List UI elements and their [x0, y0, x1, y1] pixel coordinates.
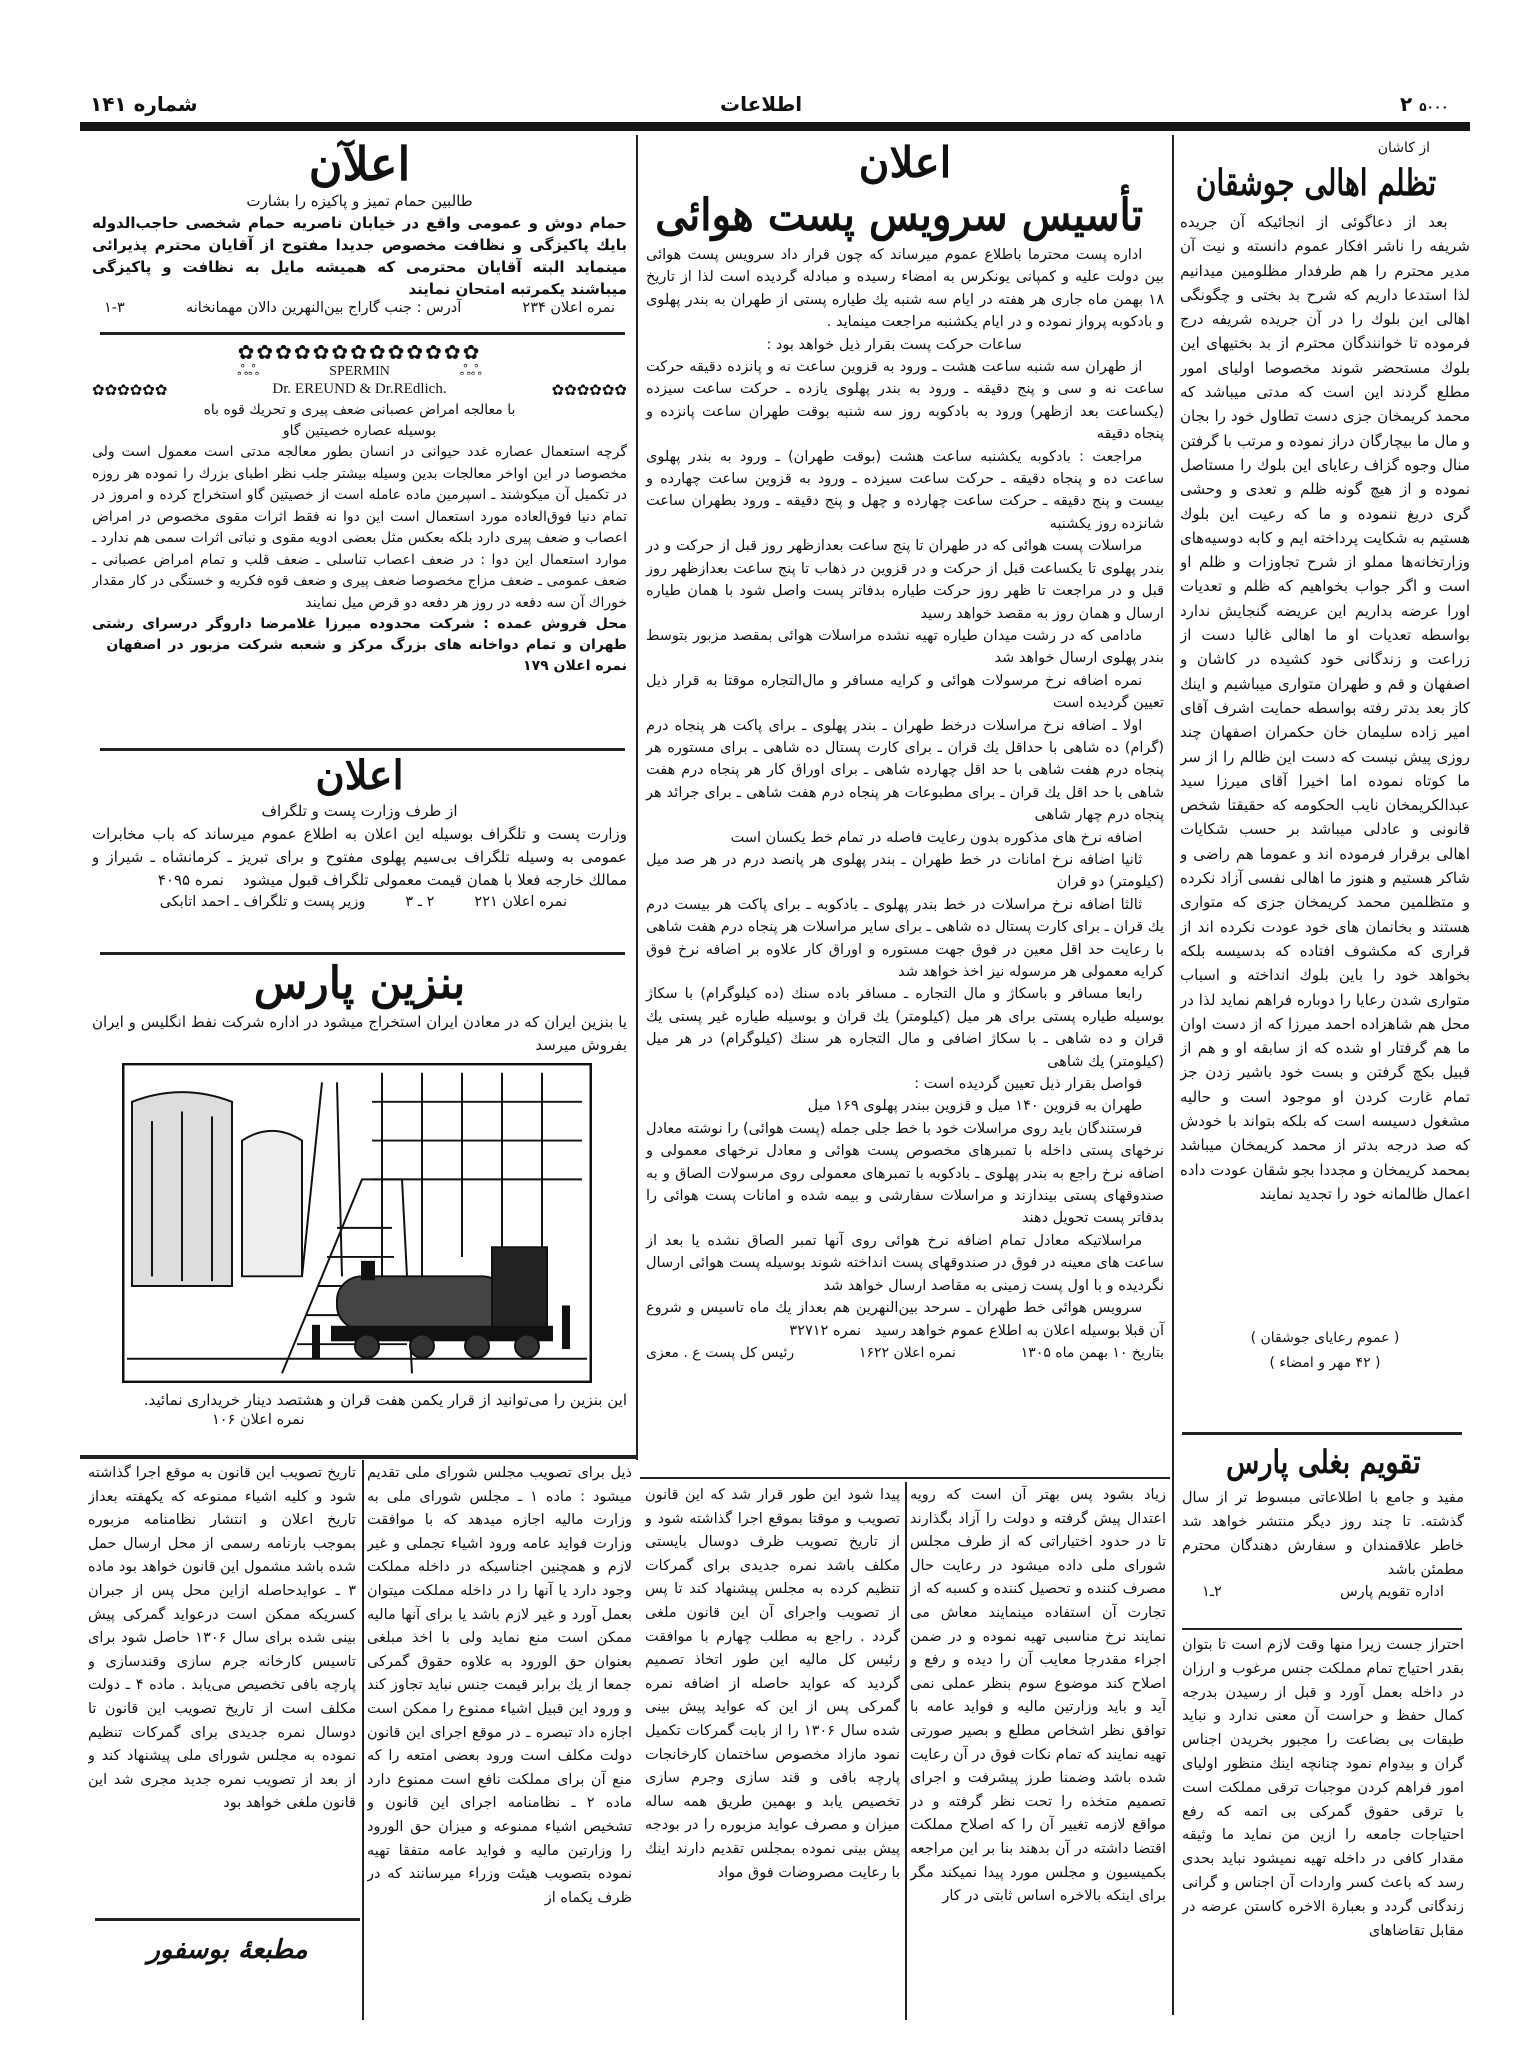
divider	[1182, 1628, 1462, 1630]
header-rule	[80, 122, 1470, 131]
telegraph-ad	[92, 753, 627, 948]
stars-ornament: ✿✿✿✿✿✿✿✿✿✿✿✿✿	[237, 340, 482, 364]
divider	[80, 1455, 636, 1459]
ad-body	[92, 823, 627, 892]
paragraph: ساعات حرکت پست بقرار ذیل خواهد بود :	[766, 336, 1022, 353]
ad-number: نمره اعلان ۱۶۲۲	[859, 1344, 956, 1361]
ad-footer	[92, 1412, 627, 1428]
ad-subtitle: از طرف وزارت پست و تلگراف	[261, 802, 458, 820]
doctors-line	[92, 381, 627, 400]
ad-title: اعلان	[315, 752, 404, 799]
bath-ad	[92, 138, 627, 330]
ad-body-text: وزارت پست و تلگراف بوسیله این اعلان به اطلاع عموم میرساند که باب مخابرات عمومی به وسیله تلگراف بی‌سیم پهلوی مفتوح و برای تبریز ـ کرمانشاه ـ شیراز و ممالك خارجه فعلا با همان قیمت معمولی تلگراف قبول میشود	[92, 825, 627, 889]
ad-footer	[1182, 1582, 1464, 1602]
customs-law-text: زیاد بشود پس بهتر آن است که رویه اعتدال پیش گرفته و دولت را آزاد بگذارند تا در حدود اختیاراتی که از طرف مجلس شورای ملی داده میشود در رعایت حال مصرف کننده و تحصیل کننده و کسبه که از تجارت آن استفاده مینمایند معاش می نمایند نرخ مناسبی تهیه نموده و در ضمن اجراء مقدرجا معایب آن را دیده و رفع و اصلاح کند موضوع سوم بنظر عملی نمی آید و باید وزارتین مالیه و فواید عامه با توافق نظر اشخاص مطلع و بصیر صورتی تهیه نمایند که تمام نکات فوق در آن رعایت شده باشد وضمنا طرز پیشرفت و اجرای تصمیم متخذه را تحت نظر گرفته و در مواقع لازمه تغییر آن را که اصلاح مملکت اقتضا داشته در آن بدهند بنا بر این مراجعه بکمیسیون و مجلس مورد پیدا نمیکند مگر برای اینکه بالاخره اساس ثابتی در کار	[910, 1487, 1166, 1905]
stars-ornament: ✿✿✿✿✿✿	[551, 383, 627, 399]
customs-law-text: ذیل برای تصویب مجلس شورای ملی تقدیم میشود : ماده ۱ ـ مجلس شورای ملی به وزارت مالیه اجازه میدهد که با موافقت وزارت فواید عامه ورود اشیاء تجملی و غیر لازم و همچنین اجناسیکه در داخله مملکت وجود دارد یا آنها را در داخله مملکت میتوان بعمل آورد و غیر لازم باشد یا برای آنها مالیه ممکن است منع نماید ولی با اخذ مبلغی بعنوان حق الورود به علاوه حقوق گمرکی جمعا از یك برابر قیمت جنس نباید تجاوز کند و ورود این قبیل اشیاء ممنوع را ممکن است اجازه داد تبصره ـ در موقع اجرای این قانون دولت مکلف است ورود بعضی امتعه را که منع آن برای مملکت نافع است ممنوع دارد ماده ۲ ـ نظامنامه اجرای این قانون و تشخیص اشیاء ممنوعه و میزان حق الورود را وزارتین مالیه و فواید عامه متفقا تهیه نموده بتصویب هیئت وزراء میرسانند که در ظرف یکماه از	[367, 1465, 632, 1906]
ad-ref: نمره ۴۰۹۵	[157, 871, 224, 889]
ad-line: بوسیله عصاره خصیتین گاو	[282, 423, 437, 439]
ad-title: تقویم بغلی پارس	[1225, 1443, 1421, 1481]
oil-refinery-illustration	[122, 1063, 592, 1383]
article-kicker: از کاشان	[1377, 140, 1430, 156]
date-mark: ۵۰۰۰	[1419, 100, 1449, 114]
ad-body: حمام دوش و عمومی واقع در خیابان ناصریه حمام شخصی حاجب‌الدوله بایك پاکیزگی و نظافت مخصوص جدیدا مفتوح از آقایان محترم پذیرائی مینماید البته آقایان محترمی که همیشه مایل به نظافت و پاکیزگی میباشند یکمرتبه امتحان نمایند	[92, 214, 627, 298]
customs-law-text: پیدا شود این طور قرار شد که این قانون تصویب و موقتا بموقع اجرا گذاشته شود و از تاریخ تصویب ظرف دوسال بایستی مکلف باشد نمره جدیدی برای گمرکات تنظیم کرده به مجلس پیشنهاد کند تا پس از تصویب واجرای آن این قانون ملغی گردد . راجع به مطلب چهارم با موافقت رئیس کل مالیه این طور اتخاذ تصمیم گردید که عواید حاصله از اضافه نمره گمرکی پس از این که عواید پیش بینی شده سال ۱۳۰۶ را از بابت گمرکات تکمیل نمود مازاد مخصوص ساختمان کارخانجات پارچه بافی و قند سازی وجرم سازی تخصیص یابد و بهمین طریق همه ساله میزان و مصرف عواید مزبوره را در بودجه پیش بینی نموده بمجلس تقدیم دارند اینك با رعایت مصروضات فوق مواد	[645, 1487, 900, 1881]
paragraph	[646, 1297, 1164, 1342]
ad-number: نمره اعلان ۱۷۹	[523, 658, 627, 674]
ornament: ஃஃ	[459, 364, 482, 379]
ad-number: نمره اعلان ۲۳۴	[522, 300, 615, 316]
ad-body	[646, 244, 1164, 1342]
divider	[1182, 1432, 1462, 1435]
benzin-pars-ad	[92, 957, 627, 1452]
customs-law-text: احتراز جست زیرا منها وقت لازم است تا بتوان بقدر احتیاج تمام مملکت جنس مرغوب و ارزان در داخله بعمل آورد و قبل از رسیدن بدرجه کمال حفظ و حراست آن معنی ندارد و نباید طبقات بی بضاعت را مجبور بخریدن اجناس گران و بیدوام نمود چنانچه اینك منظور اولیای امور فراهم کردن موجبات ترقی مملکت است با ترقی حقوق گمرکی بی اتمه که رفع احتیاجات جامعه را ازین من نماید ما وثیقه مقدار کافی در داخله تهیه نمیشود نباید بحدی رسد که باعث کسر واردات آن اجناس و گرانی زندگانی گردد و بعبارة الاخره کاستن عرضه در مقابل تقاضاهای	[1182, 1637, 1464, 1939]
ad-subtitle: طالبین حمام تمیز و پاکیزه را بشارت	[246, 192, 473, 210]
page-number-text: ۲	[1400, 92, 1413, 116]
ad-number: نمره اعلان ۲۲۱	[474, 894, 567, 910]
airmail-announcement	[646, 138, 1164, 1473]
ad-signature: وزیر پست و تلگراف ـ احمد اتابکی	[159, 894, 366, 910]
ad-serial: ۲ـ۱	[1202, 1584, 1222, 1600]
calendar-ad	[1182, 1438, 1464, 1626]
paragraph: فرستندگان باید روی مراسلات خود با خط جلی جمله (پست هوائی) را نوشته معادل نرخهای پستی داخله با تمبرهای مخصوص پست هوائی و معادل نرخهای معمولی و اضافه نرخ راجع به بندر پهلوی ـ بادکوبه با تمبرهای معمولی روی مرسولات الصاق و به صندوقهای پستی بیندازند و مراسلات سفارشی و بیمه شده و امانات پست هوائی را بدفاتر پست تحویل دهند	[646, 1120, 1164, 1227]
paragraph: ثانیا اضافه نرخ امانات در خط طهران ـ بندر پهلوی هر پانصد درم در هر صد میل (کیلومتر) دو قران	[646, 851, 1164, 891]
column-divider	[905, 1482, 907, 2020]
ad-signature: اداره تقویم پارس	[1339, 1584, 1444, 1600]
paragraph: مراسلات پست هوائی که در طهران تا پنج ساعت بعدازظهر روز قبل از حرکت و در بندر پهلوی تا یکساعت قبل از حرکت و در قزوین در ذهاب تا پنج ساعت بعدازظهر روز قبل و در مراجعت تا ظهر روز حرکت طیاره بدفاتر پست واصل شود با همان طیاره ارسال و همان روز به مقصد خواهد رسید	[646, 538, 1164, 622]
ad-serial: ۱-۳	[104, 300, 125, 316]
ad-title: بنزین پارس	[253, 958, 466, 1009]
paragraph: مراسلاتیکه معادل تمام اضافه نرخ هوائی روی آنها تمبر الصاق نشده یا بعد از ساعت های معینه در فوق در صندوقهای پست انداخته شوند بوسیله پست هوائی ارسال نگردیده و با اول پست زمینی به مقاصد ارسال خواهد شد	[646, 1232, 1164, 1294]
ad-closing: این بنزین را می‌توانید از قرار یکمن هفت قران و هشتصد دینار خریداری نمائید.	[143, 1391, 627, 1409]
divider	[640, 1477, 1170, 1479]
ornament: ஃஃ	[237, 364, 260, 379]
ad-agent	[92, 614, 627, 677]
ad-footer	[92, 300, 627, 316]
ad-ref: نمره ۳۲۷۱۲	[789, 1322, 861, 1339]
paragraph: از طهران سه شنبه ساعت هشت ـ ورود به قزوین ساعت نه و پانزده دقیقه حرکت ساعت نه و سی و پنج دقیقه ـ ورود به بندر پهلوی یازده ـ حرکت ساعت سیزده (یکساعت بعد ازظهر) ورود به بادکوبه روز سه شنبه بوقت طهران ساعت پانزده و پنجاه دقیقه	[646, 359, 1164, 443]
issue-number: شماره ۱۴۱	[90, 92, 198, 116]
article-signature: ( عموم رعایای جوشقان )	[1250, 1330, 1400, 1346]
ad-number: نمره اعلان ۱۰۶	[212, 1412, 305, 1428]
column-divider	[636, 135, 638, 1460]
doctors-names: Dr. EREUND & Dr.REdlich.	[272, 381, 447, 397]
paragraph: طهران به قزوین ۱۴۰ میل و قزوین ببندر پهلوی ۱۶۹ میل	[807, 1098, 1143, 1115]
column-divider	[362, 1460, 364, 2020]
ad-body: گرچه استعمال عصاره غدد حیوانی در انسان بطور معالجه مدتی است معمول است ولی مخصوصا در این اواخر معالجات بدین وسیله بیشتر جلب نظر اطبای بزرك را نموده هر روزه در تکمیل آن میکوشند ـ اسپرمین ماده عامله است از خصیتین گاو استخراج کرده و امروز در تمام دنیا فوق‌العاده مورد استعمال است این دوا نه فقط اثرات مقوی مخصوص در امراض اعصاب و ضعف پیری دارد بلکه بعکس مثل بعضی ادویه مقوی و نباتی اثرات سمی هم ندارد ـ موارد استعمال این دوا : در ضعف اعصاب تناسلی ـ ضعف قلب و تمام امراض عصبانی ـ ضعف عمومی ـ ضعف مزاج مخصوصا ضعف پیری و ضعف قوه فکریه و خستگی در کار مقدار خوراك آن سه دفعه در روز هر دفعه دو قرص میل نمایند	[92, 444, 627, 611]
paragraph: اولا ـ اضافه نرخ مراسلات درخط طهران ـ بندر پهلوی ـ برای پاکت هر پنجاه درم (گرام) ده شاهی با حداقل یك قران ـ برای کارت پستال ده شاهی ـ برای مستوره هر پنجاه درم هفت شاهی با حد اقل چهارده شاهی ـ برای اوراق کار هر پنجاه درم هفت شاهی با حد اقل یك قران ـ برای مطبوعات هر پنجاه درم هفت شاهی ـ برای جرائد هر پنجاه درم چهار شاهی	[646, 717, 1164, 824]
divider	[100, 952, 625, 955]
article-body	[1180, 210, 1470, 1325]
divider	[100, 332, 625, 335]
paragraph: ثالثا اضافه نرخ مراسلات در خط بندر پهلوی ـ بادکوبه ـ برای پاکت هر بیست درم یك قران ـ برای کارت پستال ده شاهی ـ برای سایر مراسلات هر پنجاه درم هفت شاهی با رعایت حد اقل معین در فوق جهت مستوره و اوراق کار علاوه بر اضافه نرخ فوق کرایه معمولی هر مرسوله نیز اخذ خواهد شد	[646, 896, 1164, 980]
ad-headline: تأسیس سرویس پست هوائی	[654, 190, 1143, 241]
ad-line: با معالجه امراض عصبانی ضعف پیری و تحریك قوه باه	[203, 402, 516, 418]
column-divider	[1172, 135, 1174, 2015]
ad-title: اعلآن	[308, 137, 411, 191]
ad-footer	[646, 1342, 1164, 1364]
paragraph: اداره پست محترما باطلاع عموم میرساند که چون قرار داد سرویس پست هوائی بین دولت علیه و کمپانی یونکرس به امضاء رسیده و مبادله گردیده است لذا از تاریخ ۱۸ بهمن ماه جاری هر هفته در ایام سه شنبه یك طیاره پستی از طهران به بندر پهلوی و بادکوبه پرواز نموده و در ایام یکشنبه مراجعت مینماید .	[646, 247, 1164, 331]
ad-body: مفید و جامع با اطلاعاتی مبسوط تر از سال گذشته. تا چند روز دیگر منتشر خواهد شد خاطر علاقمندان و سفارش دهندگان محترم مطمئن باشد	[1182, 1490, 1464, 1578]
paragraph: بعد از دعاگوئی از انجائیکه آن جریده شریفه را ناشر افکار عموم دانسته و نیت آن مدیر محترم را هم طرفدار مظلومین میدانیم لذا استدعا داریم که شرح بد بختی و چگونگی اهالی این بلوك را در آن جریده شریفه درج فرموده تا خوانندگان محترم از بد بختیهای این بلوك مستحضر شوند مخصوصا اولیای امور مطلع گردند این است که مدتی میباشد که محمد کریمخان جزی دست تطاول خود را بجان و مال ما بیچارگان دراز نموده و مرتب با گرفتن منال وجوه گزاف رعایای این بلوك را مستاصل نموده و از هیچ گونه ظلم و تعدی و وحشی گری دریغ ننموده و ما که رعیت این بلوك هستیم به شکایت پرداخته ایم و کابه دوسیه‌های وزارتخانه‌ها مملو از شرح تجاوزات و ظلم او است و اگر جواب بخواهیم که ظلم و تعدیات اورا عرضه بداریم این عریضه گنجایش ندارد بواسطه تعدیات او ما اهالی غالبا دست از زراعت و زندگانی خود کشیده در کاشان و اصفهان و قم و طهران متواری میباشیم و اینك کاز بعد بدتر رفته بواسطه حمایت اشرف آقای امیر زاده سلیمان خان حکمران اصفهان چند روزی پیش نیست که دست این ظالم را از سر ما کوتاه نموده اما اخیرا آقای میرزا سید عبدالکریمخان نایب الحکومه که حقیقتا شخص قانونی و عادلی میباشد بر حسب شکایات اهالی برقرار فرموده اند و عموما هم راضی و شاکر هستیم و هنوز ما اهالی نفسی آزاد نکرده و متظلمین محمد کریمخان جزی که متواری هستند و بخانمان های خود عودت نکرده اند از قراری که مکشوف افتاده که بدسیسه بلکه بخواهد خود را باین بلوك انداخته و اسباب متواری شدن رعایا را دوباره فراهم نماید لذا در محل هم شاهزاده احمد میرزا که از دست اوان ما هم گرفتار او شده که از سابقه او و هم از قبیل بکچ گرفتن و بست خود باشیر زدن جز تمام غارت کردن او موجود است و حالیه مشغول دسیسه است که بلکه بتواند با خودش که صد درجه بدتر از محمد کریمخان میباشد بمحمد کریمخان و مجددا بجو شقان عودت داده اعمال ظالمانه خود را تجدید نمایند	[1180, 213, 1470, 1203]
stars-ornament: ✿✿✿✿✿✿	[92, 383, 168, 399]
brand-name: SPERMIN	[329, 364, 390, 379]
paragraph: نمره اضافه نرخ مرسولات هوائی و کرایه مسافر و مال‌التجاره موقتا به قرار ذیل تعیین گردیده است	[646, 672, 1164, 712]
joshaqan-article	[1180, 140, 1470, 1425]
agent-text: محل فروش عمده : شرکت محدوده میرزا غلامرضا داروگر درسرای رشتی طهران و تمام دواخانه های بزرگ مرکز و شعبه شرکت مزبور در اصفهان	[92, 616, 627, 653]
divider	[95, 1918, 360, 1921]
newspaper-name: اطلاعات	[720, 92, 803, 116]
ad-signature: رئیس کل پست ع . معزی	[646, 1344, 795, 1361]
ad-intro: یا بنزین ایران که در معادن ایران استخراج میشود در اداره شرکت نفط انگلیس و ایران بفروش میرسد	[92, 1013, 627, 1054]
printer-logo: مطبعهٔ بوسفور	[147, 1935, 308, 1965]
article-title: تظلم اهالی جوشقان	[1195, 162, 1437, 204]
divider	[100, 748, 625, 751]
ad-title: اعلان	[858, 138, 952, 187]
paragraph: اضافه نرخ های مذکوره بدون رعایت فاصله در تمام خط یکسان است	[730, 829, 1143, 846]
ad-serial: ۲ ـ ۳	[405, 894, 435, 910]
paragraph: فواصل بقرار ذیل تعیین گردیده است :	[914, 1076, 1143, 1093]
paragraph-text: سرویس هوائی خط طهران ـ سرحد بین‌النهرین هم بعداز یك ماه تاسیس و شروع آن قبلا بوسیله اعلان به اطلاع عموم خواهد رسید	[646, 1300, 1164, 1339]
spermin-ad	[92, 340, 627, 745]
customs-law-text: تاریخ تصویب این قانون به موقع اجرا گذاشته شود و کلیه اشیاء ممنوعه که یکهفته بعداز تاریخ اعلان و انتشار نظامنامه مزبوره بموجب بارنامه رسمی از محل ارسال حمل شده باشد مشمول این قانون خواهد بود ماده ۳ ـ عوایدحاصله ازاین محل پس از جبران کسریکه ممکن است درعواید گمرکی پیش بینی شده برای سال ۱۳۰۶ حاصل شود برای تاسیس کارخانه جرم سازی وقندسازی و پارچه بافی تخصیص می‌یابد . ماده ۴ ـ دولت مکلف است از تاریخ تصویب این قانون تا دوسال نمره جدیدی برای گمرکات تنظیم نموده به مجلس شورای ملی پیشنهاد کند و از بعد از تصویب نمره جدید مجری شد این قانون ملغی خواهد بود	[88, 1465, 356, 1812]
brand-line	[92, 364, 627, 381]
ad-footer	[92, 892, 627, 912]
paragraph: مادامی که در رشت میدان طیاره تهیه نشده مراسلات هوائی بمقصد مزبور بتوسط بندر پهلوی ارسال خواهد شد	[646, 627, 1164, 667]
paragraph: رابعا مسافر و باسکاژ و مال التجاره ـ مسافر باده سنك (ده کیلوگرام) با سکاژ بوسیله طیاره پستی برای هر میل (کیلومتر) یك قران و بوسیله طیاره غیر پستی یك قران و ده شاهی ـ با سکاژ اضافی و مال التجاره هر سنك (کیلوگرام) در هر میل (کیلومتر) یك شاهی	[646, 986, 1164, 1070]
ad-date: بتاریخ ۱۰ بهمن ماه ۱۳۰۵	[1020, 1344, 1164, 1361]
paragraph: مراجعت : بادکوبه یکشنبه ساعت هشت (بوقت طهران) ـ ورود به بندر پهلوی ساعت ده و پنجاه دقیقه ـ حرکت ساعت سیزده ـ ورود به قزوین ساعت چهارده و بیست و پنج دقیقه ـ حرکت ساعت چهارده و چهل و پنج دقیقه ـ ورود بطهران ساعت شانزده روز یکشنبه	[646, 448, 1164, 532]
page-number	[1400, 92, 1448, 116]
ad-address: آدرس : جنب گاراج بین‌النهرین دالان مهمانخانه	[185, 300, 462, 316]
article-seals: ( ۴۲ مهر و امضاء )	[1269, 1355, 1381, 1371]
